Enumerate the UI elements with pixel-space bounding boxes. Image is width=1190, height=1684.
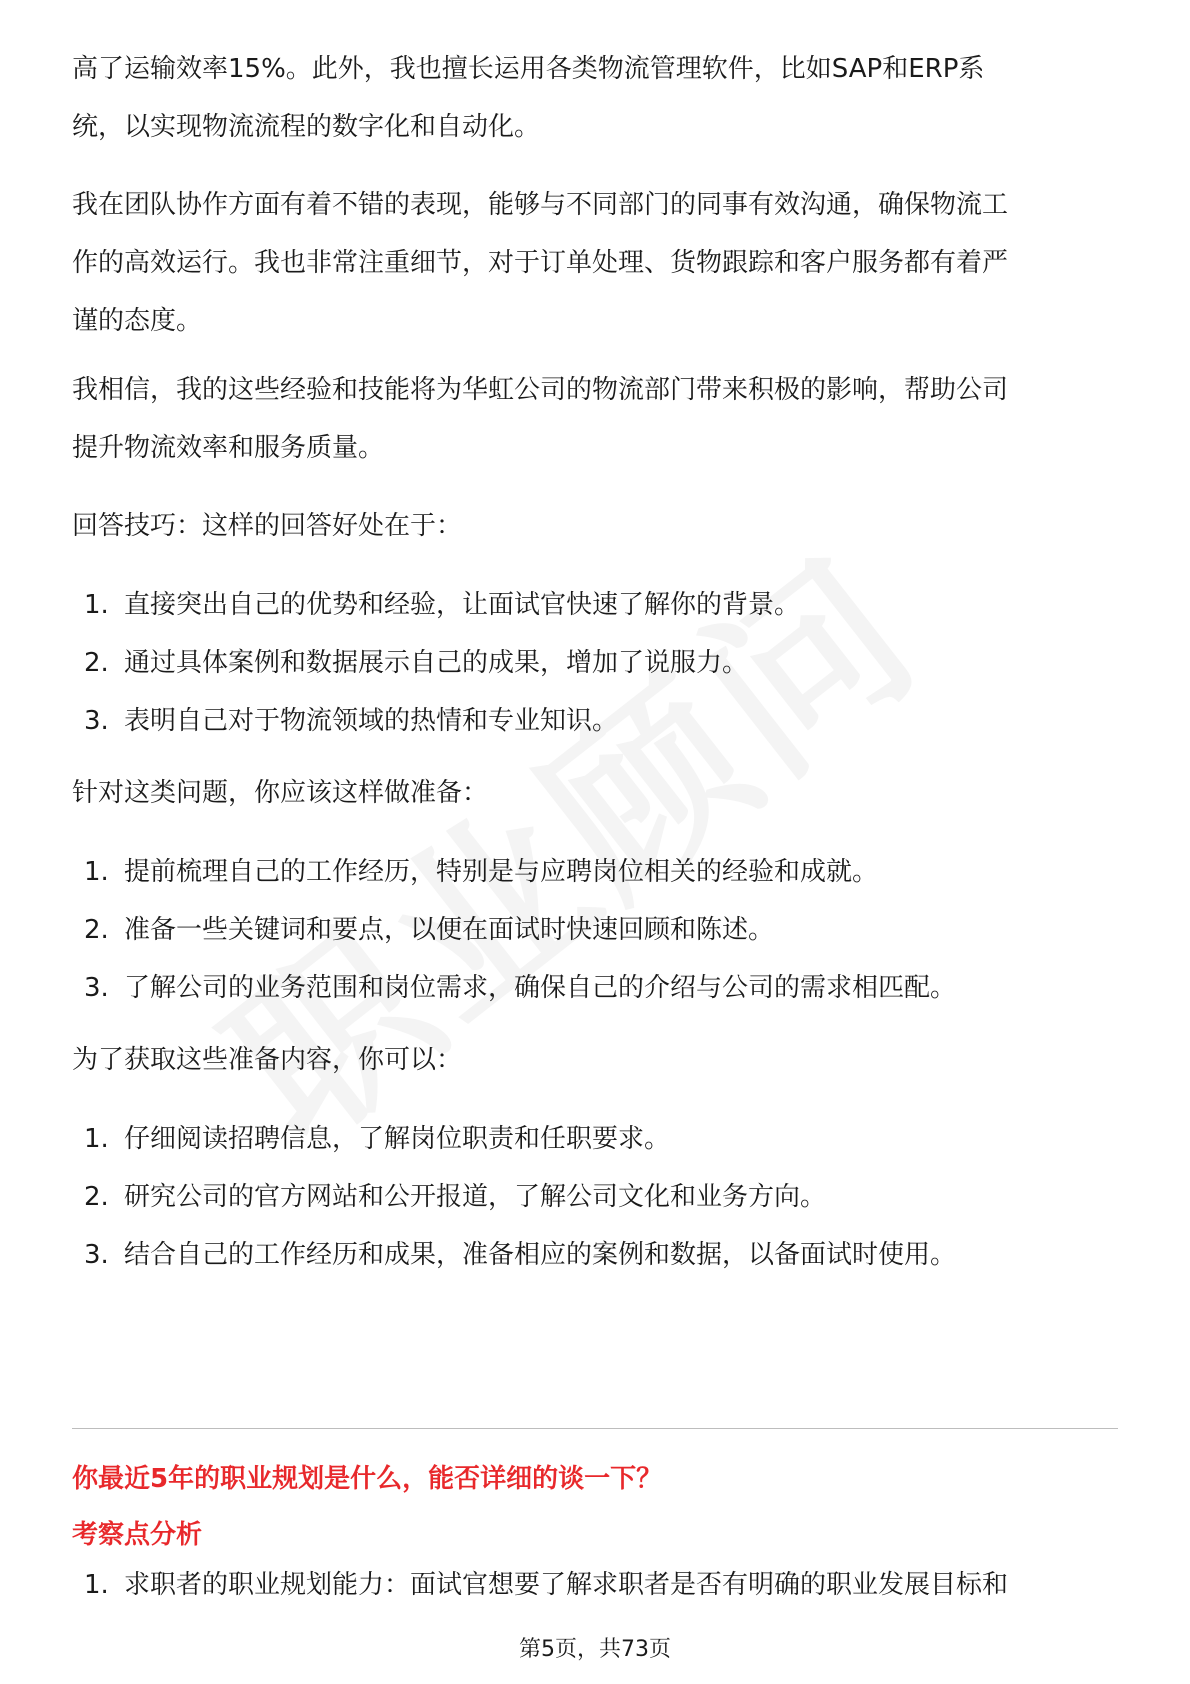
list-text: 通过具体案例和数据展示自己的成果，增加了说服力。 — [124, 648, 749, 678]
list-item — [84, 1226, 1118, 1284]
prep-list — [84, 843, 1118, 1017]
list-text: 研究公司的官方网站和公开报道，了解公司文化和业务方向。 — [124, 1182, 827, 1212]
list-number: 1. — [84, 857, 109, 887]
list-item — [84, 959, 1118, 1017]
list-item — [84, 1110, 1118, 1168]
list-text: 直接突出自己的优势和经验，让面试官快速了解你的背景。 — [124, 590, 801, 620]
paragraph-line: 谨的态度。 — [72, 306, 203, 336]
list-number: 3. — [84, 706, 109, 736]
list-number: 2. — [84, 915, 109, 945]
list-item — [84, 692, 1118, 750]
list-number: 1. — [84, 1124, 109, 1154]
list-text: 仔细阅读招聘信息，了解岗位职责和任职要求。 — [124, 1124, 671, 1154]
list-item — [84, 1168, 1118, 1226]
paragraph-line: 统，以实现物流流程的数字化和自动化。 — [72, 112, 541, 142]
section-divider — [72, 1428, 1118, 1429]
list-item — [84, 1556, 1118, 1614]
tips-list — [84, 576, 1118, 750]
prep-heading — [72, 764, 1118, 822]
list-text: 了解公司的业务范围和岗位需求，确保自己的介绍与公司的需求相匹配。 — [124, 973, 957, 1003]
list-item — [84, 901, 1118, 959]
gather-heading — [72, 1031, 1118, 1089]
paragraph-line: 作的高效运行。我也非常注重细节，对于订单处理、货物跟踪和客户服务都有着严 — [72, 248, 1009, 278]
list-number: 3. — [84, 973, 109, 1003]
analysis-list — [84, 1556, 1118, 1614]
list-item — [84, 576, 1118, 634]
prep-heading-text: 针对这类问题，你应该这样做准备： — [72, 778, 489, 808]
list-text: 求职者的职业规划能力：面试官想要了解求职者是否有明确的职业发展目标和 — [124, 1570, 1009, 1600]
list-number: 1. — [84, 1570, 109, 1600]
paragraph-line: 我在团队协作方面有着不错的表现，能够与不同部门的同事有效沟通，确保物流工 — [72, 190, 1009, 220]
list-number: 1. — [84, 590, 109, 620]
interview-question: 你最近5年的职业规划是什么，能否详细的谈一下？ — [72, 1464, 663, 1494]
list-number: 3. — [84, 1240, 109, 1270]
paragraph-2 — [72, 176, 1118, 350]
list-number: 2. — [84, 1182, 109, 1212]
list-item — [84, 634, 1118, 692]
tips-heading-text: 回答技巧：这样的回答好处在于： — [72, 511, 463, 541]
list-text: 结合自己的工作经历和成果，准备相应的案例和数据，以备面试时使用。 — [124, 1240, 957, 1270]
paragraph-line: 高了运输效率15%。此外，我也擅长运用各类物流管理软件，比如SAP和ERP系 — [72, 54, 985, 84]
list-text: 表明自己对于物流领域的热情和专业知识。 — [124, 706, 619, 736]
list-text: 准备一些关键词和要点，以便在面试时快速回顾和陈述。 — [124, 915, 775, 945]
list-text: 提前梳理自己的工作经历，特别是与应聘岗位相关的经验和成就。 — [124, 857, 879, 887]
gather-list — [84, 1110, 1118, 1284]
analysis-heading: 考察点分析 — [72, 1520, 203, 1550]
page-footer: 第5页，共73页 — [519, 1637, 671, 1662]
paragraph-1 — [72, 40, 1118, 156]
paragraph-line: 提升物流效率和服务质量。 — [72, 433, 385, 463]
tips-heading — [72, 497, 1118, 555]
paragraph-line: 我相信，我的这些经验和技能将为华虹公司的物流部门带来积极的影响，帮助公司 — [72, 375, 1009, 405]
gather-heading-text: 为了获取这些准备内容，你可以： — [72, 1045, 463, 1075]
paragraph-3 — [72, 361, 1118, 477]
list-item — [84, 843, 1118, 901]
list-number: 2. — [84, 648, 109, 678]
